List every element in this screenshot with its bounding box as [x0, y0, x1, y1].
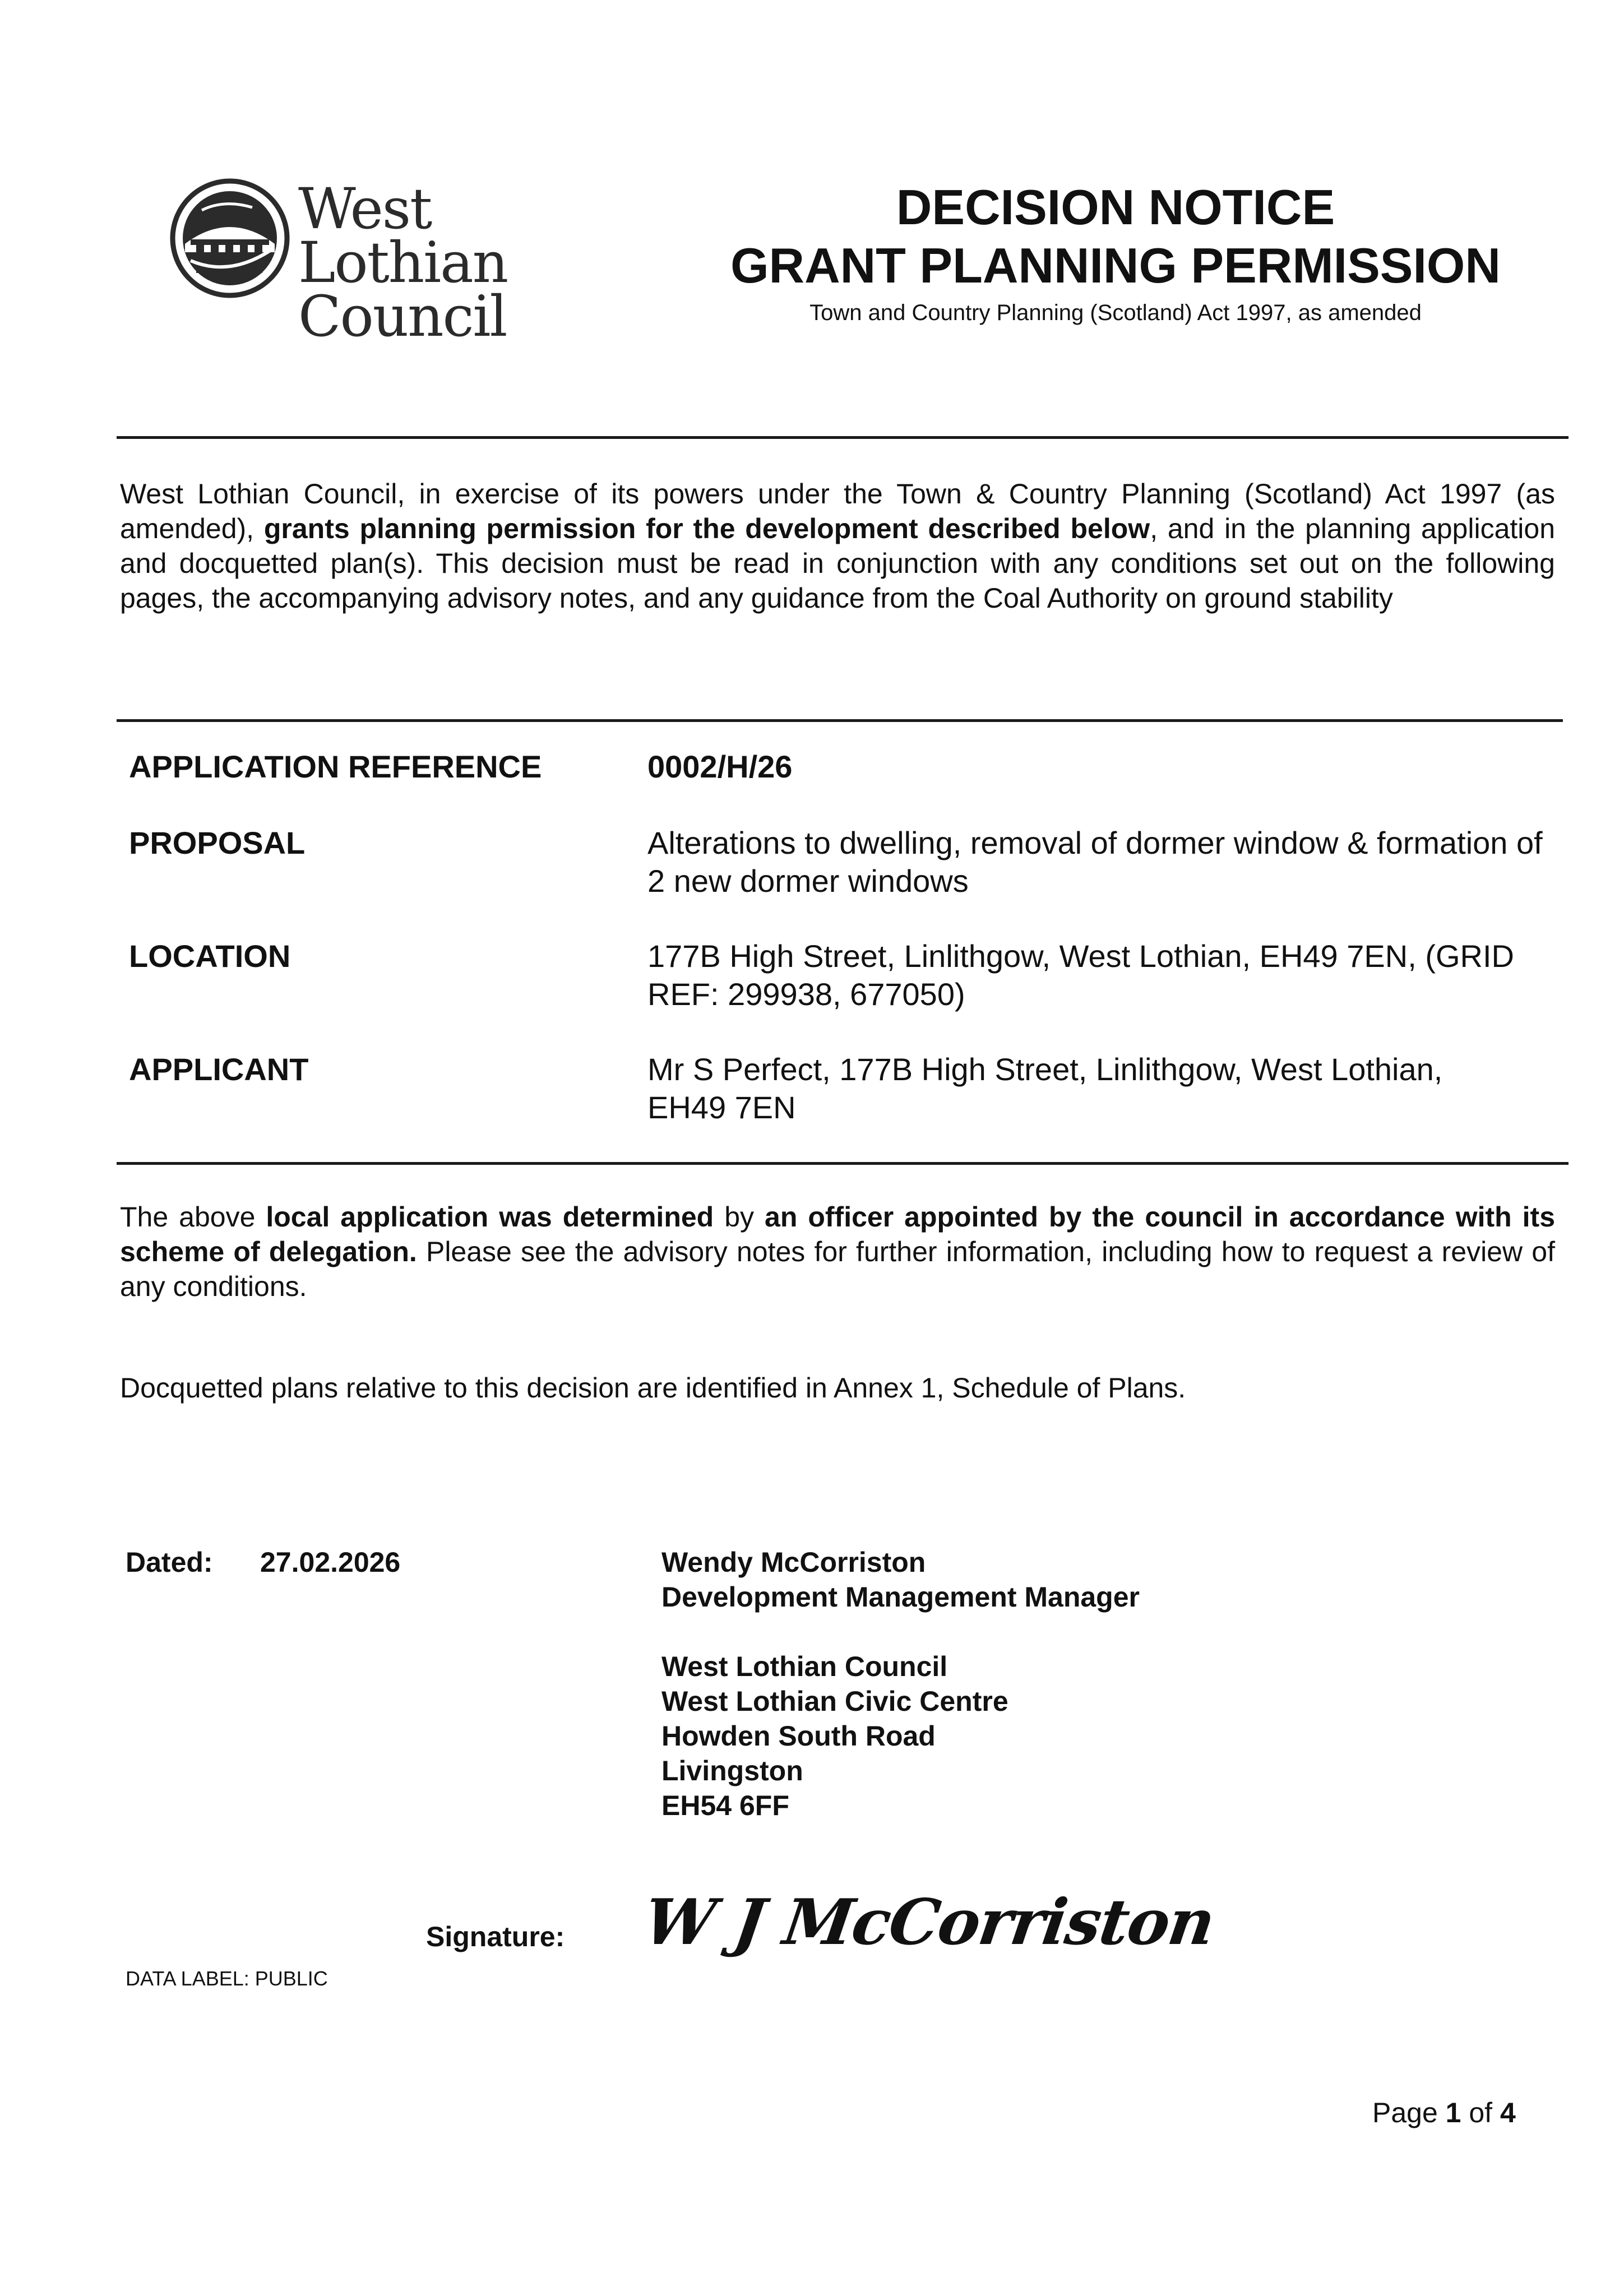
signatory-org: West Lothian Council: [661, 1651, 948, 1682]
notice-decision-type: GRANT PLANNING PERMISSION: [730, 238, 1501, 293]
handwritten-signature: W J McCorriston: [639, 1886, 1219, 1959]
intro-text-1: West Lothian Council, in exercise of its powers under the Town & Country Planning (Scotland) Act 1997 (as amended),: [120, 478, 1555, 544]
signatory-block: [661, 1545, 1140, 1823]
plans-note: Docquetted plans relative to this decision are identified in Annex 1, Schedule of Plans.: [120, 1372, 1186, 1404]
determination-text-2: by: [714, 1201, 765, 1233]
reference-label: APPLICATION REFERENCE: [129, 749, 542, 784]
divider-application-bottom: [117, 1162, 1569, 1165]
council-logo: [168, 174, 622, 349]
logo-line-1: West Lothian: [298, 176, 508, 295]
address-spacer: [661, 1614, 1140, 1649]
signatory-building: West Lothian Civic Centre: [661, 1686, 1008, 1717]
page-total: 4: [1500, 2097, 1516, 2128]
signatory-street: Howden South Road: [661, 1720, 936, 1752]
page-current: 1: [1445, 2097, 1461, 2128]
divider-application-top: [117, 719, 1563, 722]
location-label: LOCATION: [129, 938, 291, 974]
dated-label: Dated:: [126, 1547, 213, 1578]
divider-top: [117, 436, 1569, 439]
signatory-postcode: EH54 6FF: [661, 1790, 789, 1821]
determination-bold-2: an officer appointed by the council in accordance with its scheme of delegation.: [120, 1201, 1556, 1267]
determination-text-3: Please see the advisory notes for further information, including how to request a review of any conditions.: [120, 1236, 1556, 1302]
page-number: [1372, 2095, 1516, 2130]
notice-title: DECISION NOTICE: [896, 179, 1335, 235]
logo-wordmark: [298, 176, 622, 349]
notice-title-block: [673, 178, 1558, 328]
location-value: 177B High Street, Linlithgow, West Lothian, EH49 7EN, (GRID REF: 299938, 677050): [647, 938, 1514, 1012]
logo-line-2: Council: [298, 284, 507, 349]
intro-text-bold: grants planning permission for the development described below: [263, 513, 1150, 544]
determination-paragraph: [120, 1200, 1555, 1304]
proposal-value: Alterations to dwelling, removal of dormer window & formation of 2 new dormer windows: [647, 825, 1543, 899]
page-middle: of: [1461, 2097, 1500, 2128]
determination-bold-1: local application was determined: [266, 1201, 714, 1233]
notice-legislation: Town and Country Planning (Scotland) Act 1997, as amended: [809, 300, 1422, 325]
signatory-town: Livingston: [661, 1755, 803, 1786]
viaduct-emblem-icon: [168, 177, 292, 300]
dated-value: 27.02.2026: [260, 1547, 401, 1578]
signatory-name: Wendy McCorriston: [661, 1547, 926, 1578]
applicant-value: Mr S Perfect, 177B High Street, Linlithgow, West Lothian, EH49 7EN: [647, 1052, 1443, 1125]
proposal-label: PROPOSAL: [129, 825, 306, 860]
signature-label: Signature:: [426, 1921, 565, 1952]
page-prefix: Page: [1372, 2097, 1446, 2128]
intro-text-2: , and in the planning application and docquetted plan(s). This decision must be read in conjunction with any conditions set out on the following pages, the accompanying advisory notes, and any guidance from the Coal Authority on ground stability: [120, 513, 1556, 614]
determination-text-1: The above: [120, 1201, 266, 1233]
signatory-role: Development Management Manager: [661, 1581, 1140, 1613]
data-label: DATA LABEL: PUBLIC: [126, 1967, 328, 1990]
reference-value: 0002/H/26: [647, 749, 793, 784]
intro-paragraph: [120, 476, 1555, 615]
applicant-label: APPLICANT: [129, 1052, 309, 1087]
